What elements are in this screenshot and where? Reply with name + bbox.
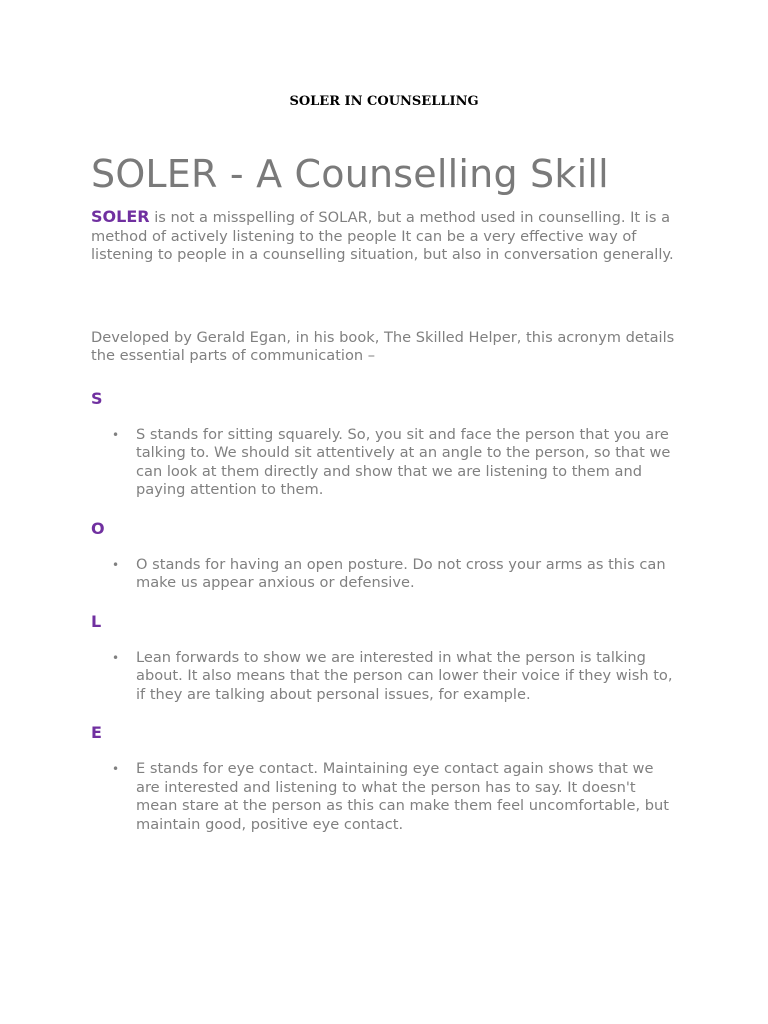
section-heading-e: E — [91, 723, 102, 742]
list-item-text: Lean forwards to show we are interested in what the person is talking about. It also means that the person can lower their voice if they wish to, if they are talking about personal issues, for example. — [136, 648, 673, 703]
list-item — [112, 760, 681, 834]
intro-text: is not a misspelling of SOLAR, but a method used in counselling. It is a method of actively listening to the people It can be a very effective way of listening to people in a counselling situation, but also in conversation generally. — [91, 209, 674, 263]
list-item — [112, 425, 681, 500]
soler-keyword: SOLER — [91, 207, 150, 226]
bullet-icon: • — [112, 762, 120, 776]
section-heading-s: S — [91, 388, 103, 408]
document-header: SOLER IN COUNSELLING — [289, 94, 479, 109]
page-title: SOLER - A Counselling Skill — [91, 152, 609, 196]
section-list-l — [91, 649, 681, 705]
developed-paragraph: Developed by Gerald Egan, in his book, The Skilled Helper, this acronym details the essential parts of communication – — [91, 328, 675, 364]
section-list-e — [91, 760, 681, 834]
document-content — [91, 150, 681, 834]
section-list-s — [91, 426, 681, 500]
intro-paragraph — [91, 208, 681, 265]
bullet-icon: • — [112, 557, 120, 572]
section-heading-o: O — [91, 518, 105, 538]
list-item-text: E stands for eye contact. Maintaining eye contact again shows that we are interested and listening to what the person has to say. It doesn't mean stare at the person as this can make them feel uncomfortable, but maintain good, positive eye contact. — [136, 760, 669, 833]
section-list-o — [91, 556, 681, 593]
list-item — [112, 555, 681, 593]
bullet-icon: • — [112, 427, 120, 442]
bullet-icon: • — [112, 650, 120, 665]
list-item — [112, 648, 681, 705]
section-heading-l: L — [91, 611, 102, 631]
list-item-text: S stands for sitting squarely. So, you sit and face the person that you are talking to. We should sit attentively at an angle to the person, so that we can look at them directly and show that we are listening to them and paying attention to them. — [136, 425, 671, 498]
list-item-text: O stands for having an open posture. Do not cross your arms as this can make us appear anxious or defensive. — [136, 555, 666, 591]
